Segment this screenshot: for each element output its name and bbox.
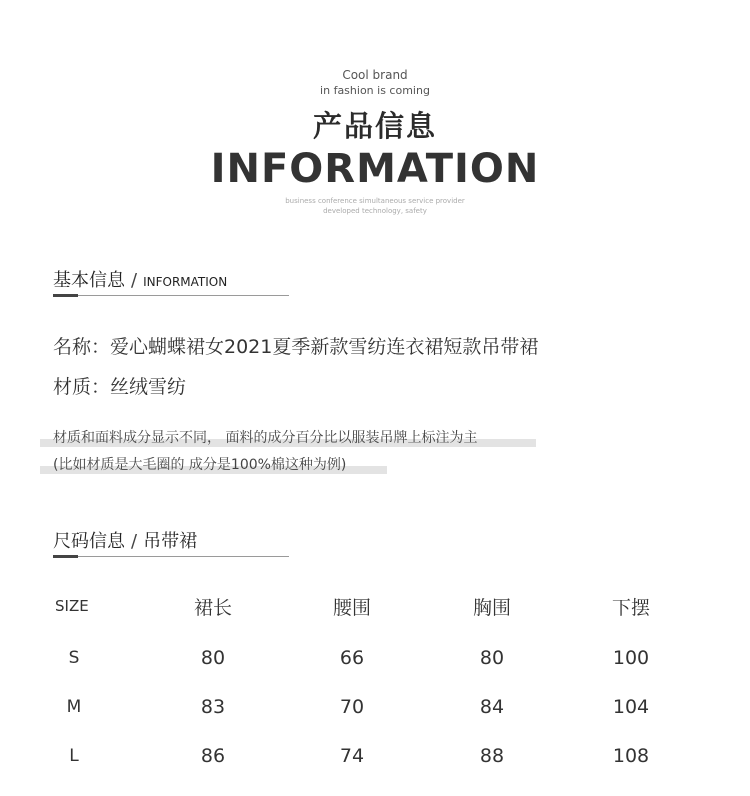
table-header-hem: 下摆	[611, 597, 650, 619]
table-header-size: SIZE	[55, 597, 89, 615]
size-info-subtitle: 吊带裙	[143, 531, 198, 552]
tagline-1: business conference simultaneous service provider	[285, 197, 465, 205]
page-title-en: INFORMATION	[210, 146, 540, 192]
table-row-size: L	[69, 746, 79, 766]
material-note-1: 材质和面料成分显示不同， 面料的成分百分比以服装吊牌上标注为主	[53, 430, 478, 446]
basic-info-heading	[53, 266, 227, 292]
page-title-cn: 产品信息	[312, 109, 437, 143]
table-cell: 83	[200, 696, 226, 718]
section-divider	[53, 556, 289, 557]
table-header-waist: 腰围	[332, 597, 371, 619]
table-header-length: 裙长	[193, 597, 232, 619]
section-divider	[53, 295, 289, 296]
table-cell: 80	[479, 647, 505, 669]
section-divider-accent	[53, 294, 78, 297]
table-cell: 80	[200, 647, 226, 669]
table-cell: 88	[479, 745, 505, 767]
table-row-size: S	[68, 648, 80, 668]
brand-line-1: Cool brand	[342, 68, 408, 82]
table-cell: 100	[612, 647, 650, 669]
product-material: 材质：丝绒雪纺	[53, 376, 187, 398]
table-cell: 74	[339, 745, 365, 767]
table-cell: 108	[612, 745, 650, 767]
material-note-2: (比如材质是大毛圈的 成分是100%棉这种为例)	[53, 457, 347, 473]
table-cell: 70	[339, 696, 365, 718]
brand-line-2: in fashion is coming	[320, 84, 430, 97]
basic-info-subtitle: INFORMATION	[143, 275, 228, 289]
size-info-title: 尺码信息	[53, 531, 125, 552]
table-cell: 66	[339, 647, 365, 669]
table-cell: 104	[612, 696, 650, 718]
product-name: 名称：爱心蝴蝶裙女2021夏季新款雪纺连衣裙短款吊带裙	[53, 336, 539, 358]
heading-separator: /	[131, 531, 138, 552]
heading-separator: /	[131, 270, 138, 291]
table-row-size: M	[66, 697, 82, 717]
size-info-heading	[53, 527, 197, 553]
table-cell: 86	[200, 745, 226, 767]
tagline-2: developed technology, safety	[323, 207, 427, 215]
section-divider-accent	[53, 555, 78, 558]
table-header-bust: 胸围	[472, 597, 511, 619]
basic-info-title: 基本信息	[53, 270, 125, 291]
table-cell: 84	[479, 696, 505, 718]
